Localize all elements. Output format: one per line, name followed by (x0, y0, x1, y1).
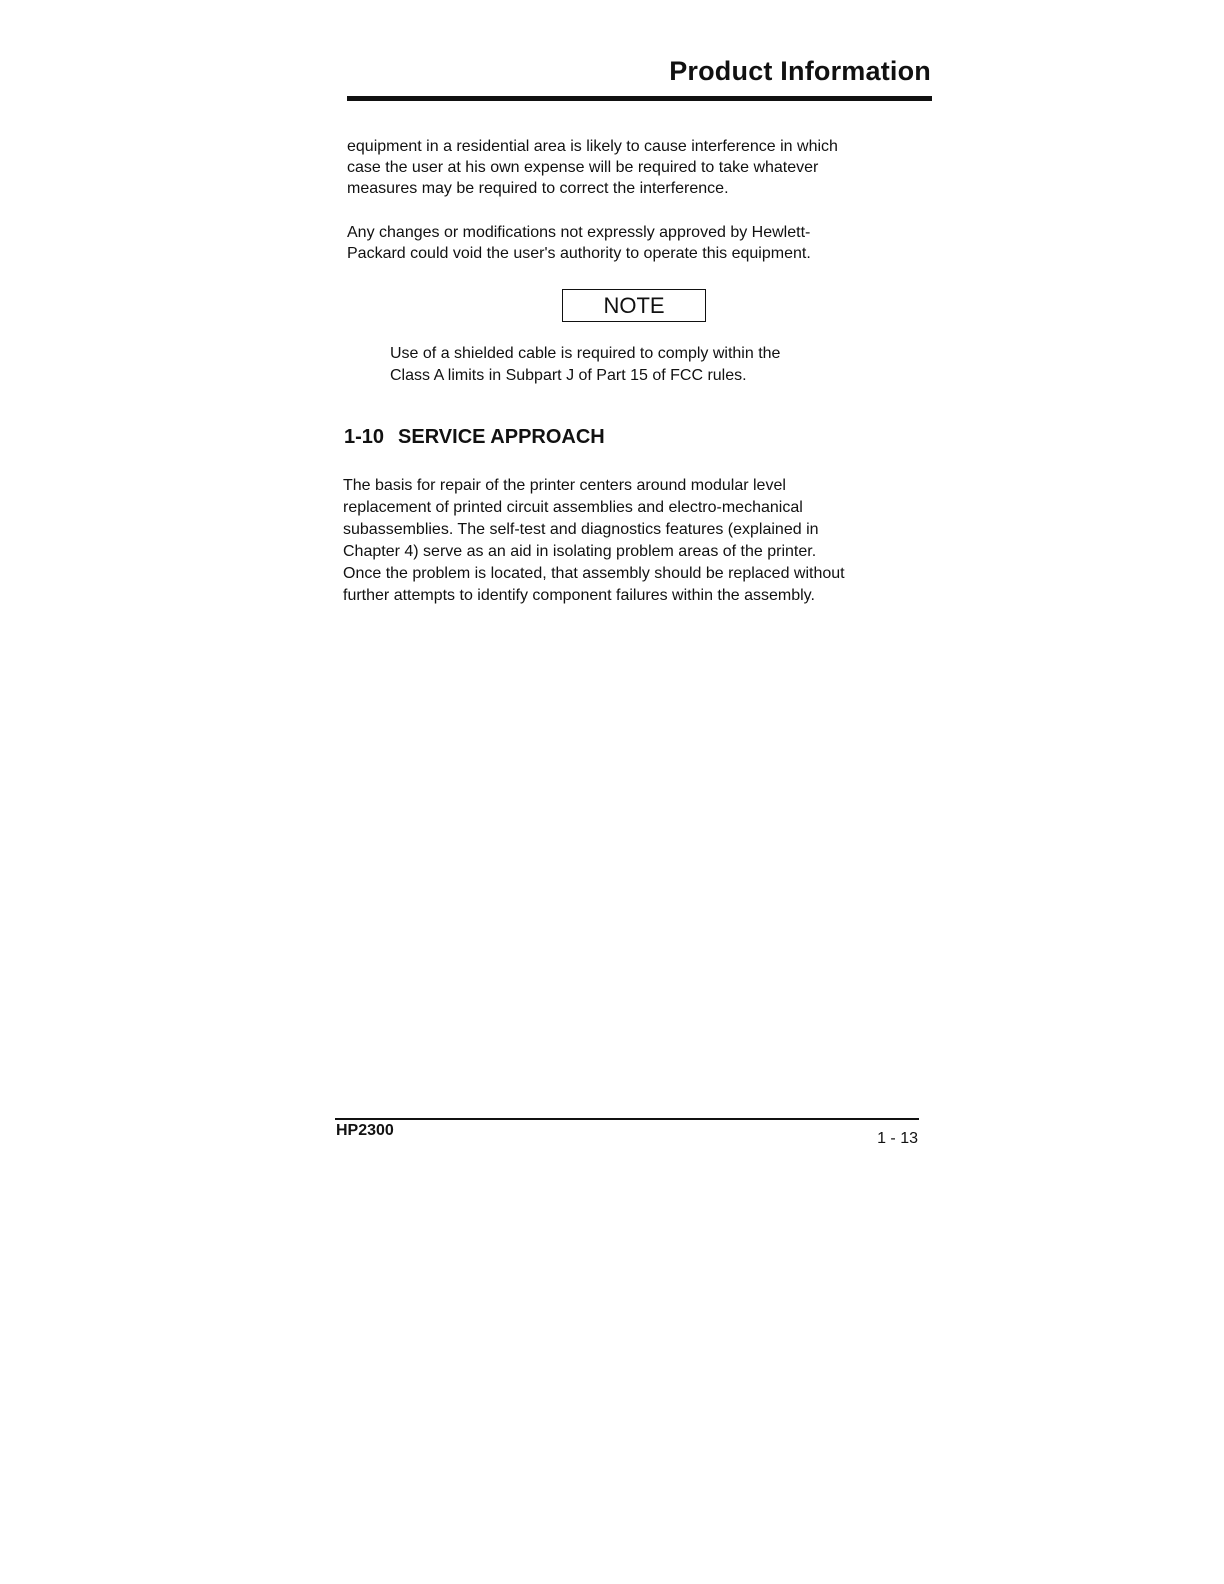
section-heading (344, 426, 605, 449)
text-line: Use of a shielded cable is required to comply within the (390, 345, 781, 362)
text-line: measures may be required to correct the interference. (347, 180, 729, 197)
text-line: Chapter 4) serve as an aid in isolating problem areas of the printer. (343, 543, 817, 560)
header-rule (347, 96, 932, 101)
paragraph-service-approach (343, 475, 933, 607)
text-line: further attempts to identify component failures within the assembly. (343, 587, 815, 604)
footer-rule (335, 1118, 919, 1120)
text-line: replacement of printed circuit assemblies and electro-mechanical (343, 499, 803, 516)
paragraph-modifications (347, 222, 927, 264)
footer-model: HP2300 (336, 1122, 394, 1139)
text-line: Packard could void the user's authority to operate this equipment. (347, 245, 811, 262)
text-line: Any changes or modifications not expressly approved by Hewlett- (347, 224, 811, 241)
text-line: Once the problem is located, that assembly should be replaced without (343, 565, 845, 582)
page-header-title: Product Information (669, 56, 931, 86)
paragraph-interference (347, 136, 927, 199)
section-title: SERVICE APPROACH (398, 426, 605, 448)
text-line: Class A limits in Subpart J of Part 15 of FCC rules. (390, 367, 747, 384)
text-line: The basis for repair of the printer centers around modular level (343, 477, 786, 494)
note-text (390, 343, 780, 387)
text-line: case the user at his own expense will be required to take whatever (347, 159, 819, 176)
note-label-box: NOTE (562, 289, 706, 322)
text-line: subassemblies. The self-test and diagnostics features (explained in (343, 521, 819, 538)
page-number: 1 - 13 (877, 1130, 918, 1147)
text-line: equipment in a residential area is likely to cause interference in which (347, 138, 838, 155)
section-number: 1-10 (344, 426, 385, 448)
